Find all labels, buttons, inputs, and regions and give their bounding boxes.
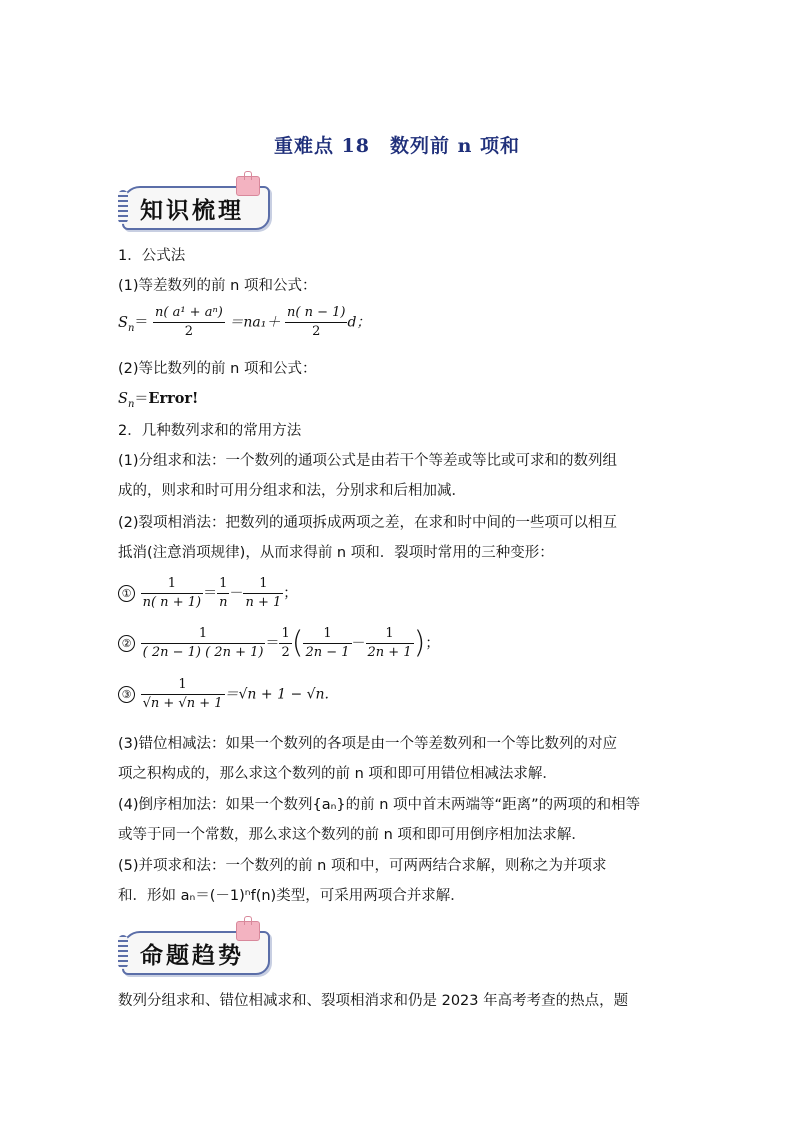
trend-paragraph-line-1: 数列分组求和、错位相减求和、裂项相消求和仍是 2023 年高考考查的热点，题 <box>118 993 629 1009</box>
paragraph-4-line-2: 或等于同一个常数，那么求这个数列的前 n 项和即可用倒序相加法求解． <box>118 827 586 843</box>
formula-middle: ＝na₁＋ <box>229 314 281 331</box>
formula-geometric-sum: $S_n=Error$! <box>118 390 199 410</box>
paragraph-4-line-1: (4)倒序相加法：如果一个数列{aₙ}的前 n 项中首末两端等“距离”的两项的和相等 <box>118 797 641 813</box>
item-arithmetic-sum: (1)等差数列的前 n 项和公式： <box>118 278 317 294</box>
section-title-knowledge: 知识梳理 <box>140 197 244 224</box>
banner-stripe <box>118 935 128 969</box>
page-title: 重难点 18 数列前 n 项和 <box>273 135 521 157</box>
paragraph-3-line-2: 项之积构成的，那么求这个数列的前 n 项和即可用错位相减法求解． <box>118 766 557 782</box>
error-text: Error! <box>148 390 199 407</box>
formula-split-1: ① $\frac{1}{n( n + 1)}$ ＝ $\frac{1}{n}$ － $\frac{1}{n + 1}$ ； <box>118 575 678 619</box>
formula-split-2: ② $\frac{1}{( 2n - 1) ( 2n + 1)}$ ＝ $\frac{1}{2}$ ( $\frac{1}{2n - 1}$ － $\frac{1}{2n + 1}$ )； <box>118 625 678 669</box>
formula-split-3: ③ $\frac{1}{√n + √n + 1}$ ＝√n + 1 − √n. <box>118 676 678 720</box>
heading-formula-method: 1．公式法 <box>118 248 186 264</box>
circle-number-1: ① <box>118 585 135 602</box>
circle-number-2: ② <box>118 635 135 652</box>
paragraph-1-line-1: (1)分组求和法：一个数列的通项公式是由若干个等差或等比或可求和的数列组 <box>118 453 618 469</box>
paragraph-3-line-1: (3)错位相减法：如果一个数列的各项是由一个等差数列和一个等比数列的对应 <box>118 736 618 752</box>
fraction-2: $\frac{n( n - 1)}{2}$ <box>287 305 346 339</box>
paragraph-5-line-2: 和．形如 aₙ＝(－1)ⁿf(n)类型，可采用两项合并求解． <box>118 888 465 904</box>
circle-number-3: ③ <box>118 686 135 703</box>
paragraph-2-line-1: (2)裂项相消法：把数列的通项拆成两项之差，在求和时中间的一些项可以相互 <box>118 515 618 531</box>
section-banner-trend <box>118 925 270 977</box>
paragraph-5-line-1: (5)并项求和法：一个数列的前 n 项和中，可两两结合求解，则称之为并项求 <box>118 858 607 874</box>
paragraph-1-line-2: 成的，则求和时可用分组求和法，分别求和后相加减． <box>118 483 466 499</box>
fraction-1: $\frac{\text{n( a¹ + aⁿ)}}{2}$ <box>155 305 223 339</box>
sn-symbol: $S_n$ <box>118 314 135 334</box>
heading-methods: 2．几种数列求和的常用方法 <box>118 423 302 439</box>
paragraph-2-line-2: 抵消(注意消项规律)，从而求得前 n 项和．裂项时常用的三种变形： <box>118 545 554 561</box>
formula-arithmetic-sum: $S_n=$ $\frac{\text{n( a¹ + aⁿ)}}{2}$ ＝na₁＋ $\frac{n( n - 1)}{2}$ d； <box>118 305 371 339</box>
banner-stripe <box>118 190 128 224</box>
section-title-trend: 命题趋势 <box>140 942 244 969</box>
section-banner-knowledge <box>118 180 270 232</box>
item-geometric-sum: (2)等比数列的前 n 项和公式： <box>118 361 317 377</box>
